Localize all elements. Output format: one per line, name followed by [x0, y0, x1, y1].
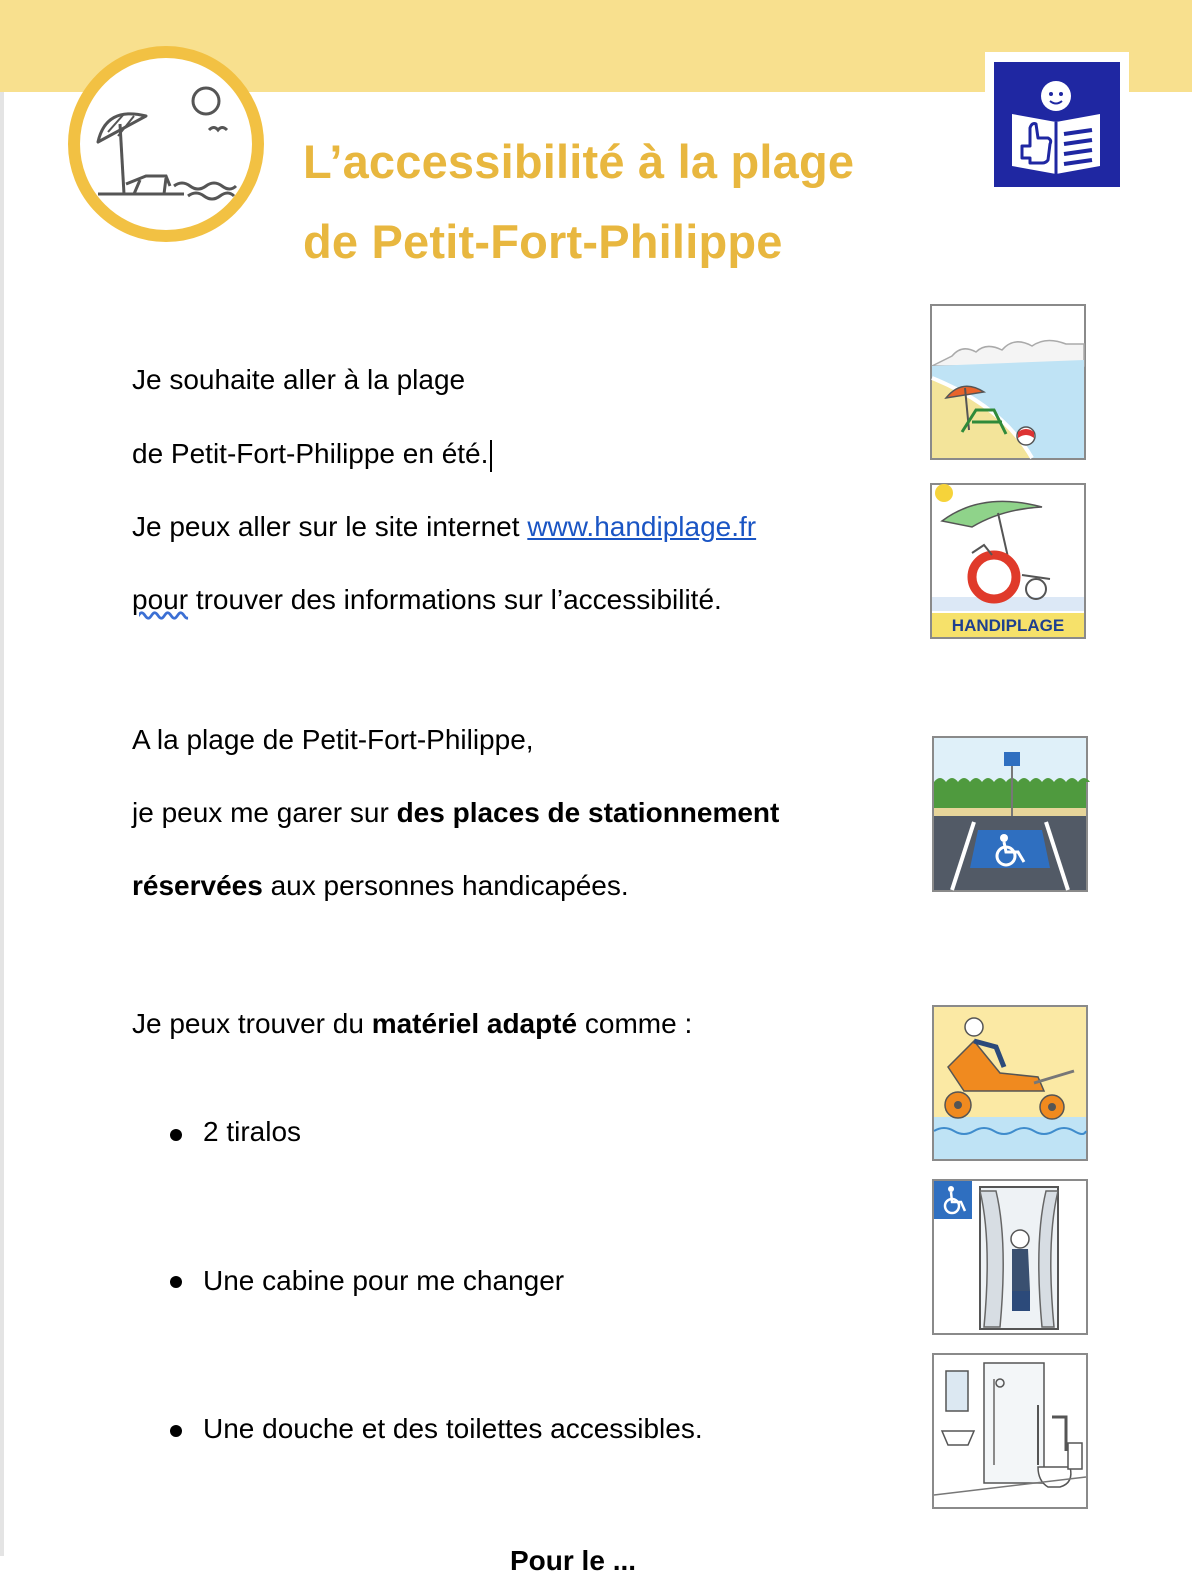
text-line: A la plage de Petit-Fort-Philippe, — [132, 724, 534, 755]
text-line: Je peux aller sur le site internet — [132, 511, 528, 542]
text-line: comme : — [577, 1008, 693, 1039]
beach-umbrella-icon — [66, 44, 266, 244]
title-line-2: de Petit-Fort-Philippe — [303, 215, 783, 268]
list-item — [203, 1263, 564, 1299]
beach-scene-icon — [930, 304, 1086, 460]
paragraph-line — [132, 722, 534, 758]
text-line: trouver des informations sur l’accessibilité. — [188, 584, 722, 615]
paragraph-line — [132, 362, 465, 398]
tiralo-beach-wheelchair-icon — [932, 1005, 1088, 1161]
handiplage-link[interactable]: www.handiplage.fr — [527, 511, 757, 542]
paragraph-line — [132, 1006, 692, 1042]
list-item — [203, 1411, 703, 1447]
bullet-icon — [170, 1129, 182, 1141]
paragraph-line — [132, 436, 492, 472]
text-line: aux personnes handicapées. — [262, 870, 629, 901]
bold-text: matériel adapté — [371, 1008, 578, 1039]
handiplage-label: HANDIPLAGE — [951, 616, 1065, 635]
page-edge — [0, 0, 4, 1556]
spellcheck-word[interactable]: pour — [132, 584, 189, 615]
bold-text: réservées — [132, 870, 263, 901]
list-item — [203, 1114, 301, 1150]
text-line: je peux me garer sur — [132, 797, 397, 828]
easy-to-read-logo-icon — [994, 62, 1120, 187]
accessible-shower-toilet-icon — [932, 1353, 1088, 1509]
text-cursor — [490, 440, 492, 472]
handiplage-logo-icon — [930, 483, 1086, 639]
bullet-icon — [170, 1425, 182, 1437]
paragraph-line — [132, 795, 779, 831]
title-line-1: L’accessibilité à la plage — [303, 135, 855, 188]
text-line: Je peux trouver du — [132, 1008, 372, 1039]
next-page-partial-text: Pour le ... — [510, 1545, 637, 1576]
list-item-label: Une douche et des toilettes accessibles. — [203, 1413, 703, 1444]
paragraph-line — [132, 868, 629, 904]
changing-cabin-icon — [932, 1179, 1088, 1335]
text-line: Je souhaite aller à la plage — [132, 364, 466, 395]
bold-text: des places de stationnement — [396, 797, 780, 828]
list-item-label: 2 tiralos — [203, 1116, 302, 1147]
list-item-label: Une cabine pour me changer — [203, 1265, 565, 1296]
text-line: de Petit-Fort-Philippe en été. — [132, 438, 489, 469]
paragraph-line — [132, 509, 756, 545]
accessible-parking-icon — [932, 736, 1088, 892]
page-title — [303, 122, 854, 282]
paragraph-line — [132, 582, 722, 618]
bullet-icon — [170, 1276, 182, 1288]
